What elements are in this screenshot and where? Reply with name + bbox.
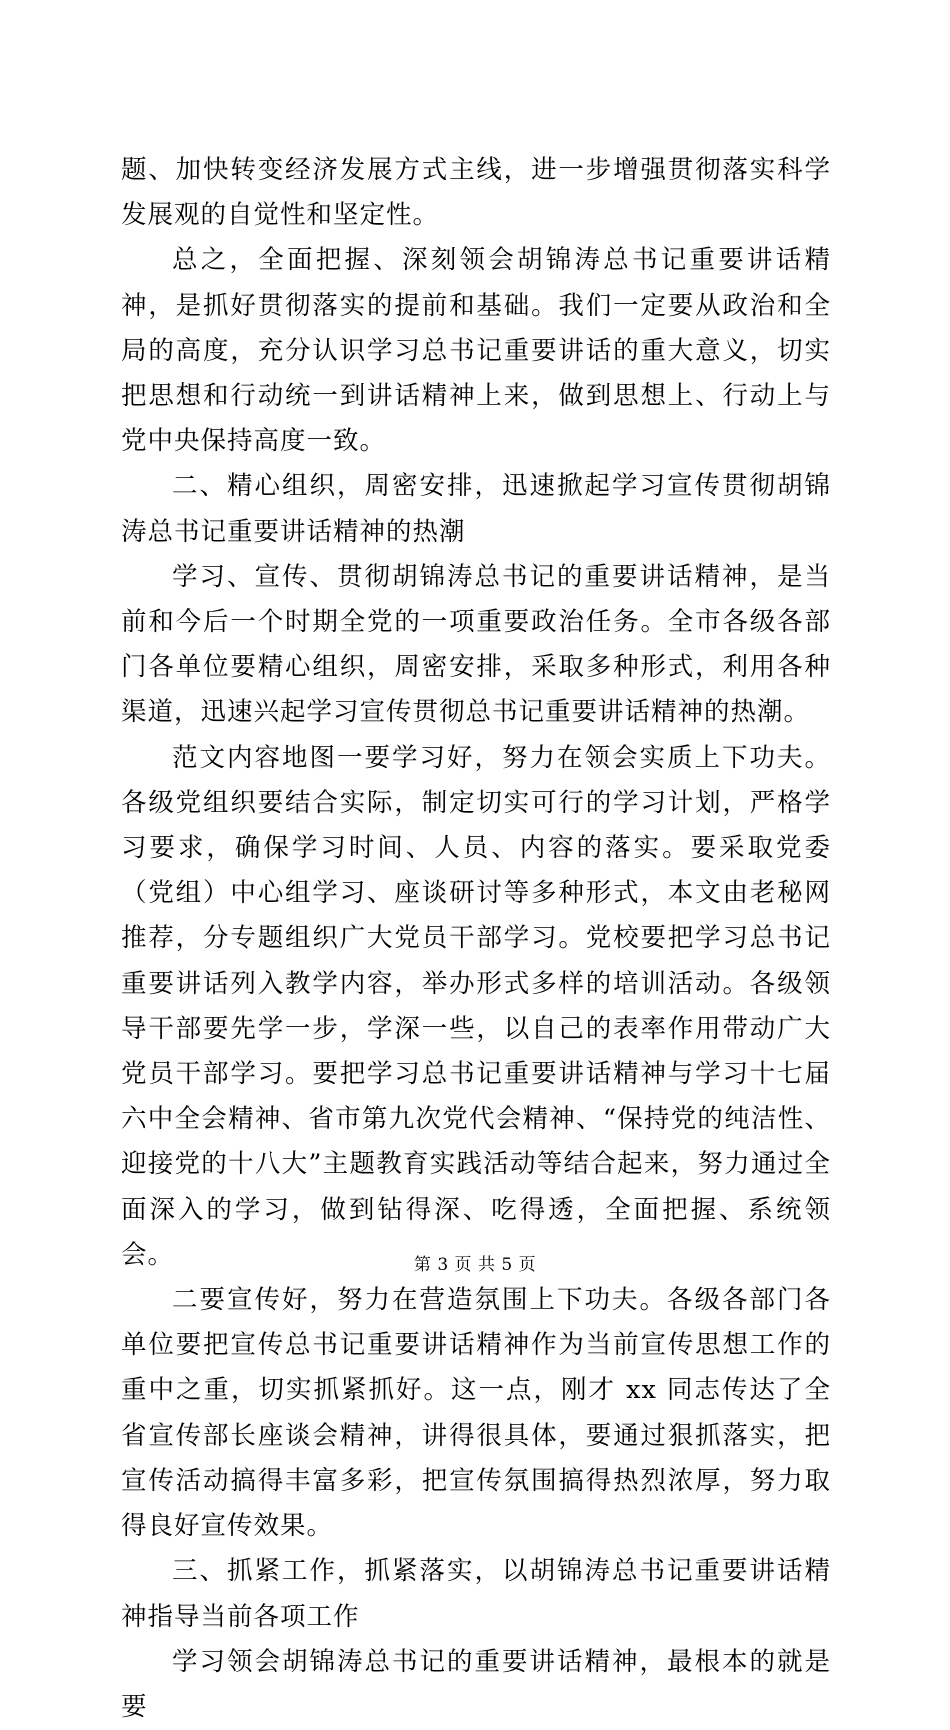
section-heading-2: 二、精心组织，周密安排，迅速掀起学习宣传贯彻胡锦涛总书记重要讲话精神的热潮 <box>121 471 831 547</box>
paragraph-6: 学习领会胡锦涛总书记的重要讲话精神，最根本的就是要 <box>121 1646 831 1722</box>
paragraph-5: 二要宣传好，努力在营造氛围上下功夫。各级各部门各单位要把宣传总书记重要讲话精神作为当前宣传思想工作的重中之重，切实抓紧抓好。这一点，刚才 xx 同志传达了全省宣传部长座谈会精神，讲得很具体，要通过狠抓落实，把宣传活动搞得丰富多彩，把宣传氛围搞得热烈浓厚，努力取得良好宣传效果。 <box>121 1285 831 1542</box>
paragraph-1: 题、加快转变经济发展方式主线，进一步增强贯彻落实科学发展观的自觉性和坚定性。 <box>121 155 831 231</box>
section-heading-3: 三、抓紧工作，抓紧落实，以胡锦涛总书记重要讲话精神指导当前各项工作 <box>121 1556 831 1632</box>
paragraph-4: 范文内容地图一要学习好，努力在领会实质上下功夫。各级党组织要结合实际，制定切实可行的学习计划，严格学习要求，确保学习时间、人员、内容的落实。要采取党委（党组）中心组学习、座谈研讨等多种形式，本文由老秘网推荐，分专题组织广大党员干部学习。党校要把学习总书记重要讲话列入教学内容，举办形式多样的培训活动。各级领导干部要先学一步，学深一些，以自己的表率作用带动广大党员干部学习。要把学习总书记重要讲话精神与学习十七届六中全会精神、省市第九次党代会精神、“保持党的纯洁性、迎接党的十八大”主题教育实践活动等结合起来，努力通过全面深入的学习，做到钻得深、吃得透，全面把握、系统领会。 <box>121 742 831 1270</box>
paragraph-2: 总之，全面把握、深刻领会胡锦涛总书记重要讲话精神，是抓好贯彻落实的提前和基础。我们一定要从政治和全局的高度，充分认识学习总书记重要讲话的重大意义，切实把思想和行动统一到讲话精神上来，做到思想上、行动上与党中央保持高度一致。 <box>121 245 831 457</box>
document-body <box>121 148 831 1730</box>
page-footer: 第 3 页 共 5 页 <box>413 1255 537 1275</box>
paragraph-3: 学习、宣传、贯彻胡锦涛总书记的重要讲话精神，是当前和今后一个时期全党的一项重要政治任务。全市各级各部门各单位要精心组织，周密安排，采取多种形式，利用各种渠道，迅速兴起学习宣传贯彻总书记重要讲话精神的热潮。 <box>121 561 831 728</box>
